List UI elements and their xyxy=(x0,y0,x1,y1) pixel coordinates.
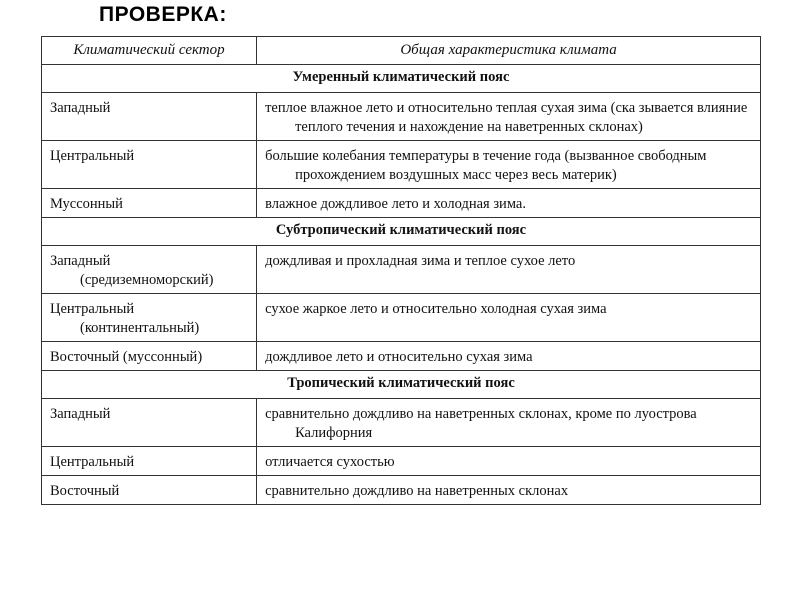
table-row xyxy=(42,476,761,505)
sector-cell xyxy=(42,399,257,447)
table-row xyxy=(42,141,761,189)
table-body xyxy=(42,65,761,505)
page-title: ПРОВЕРКА: xyxy=(99,3,227,26)
table-row xyxy=(42,399,761,447)
table-row xyxy=(42,447,761,476)
sector-cell xyxy=(42,93,257,141)
climate-description: отличается сухостью xyxy=(265,454,395,470)
belt-header-row xyxy=(42,371,761,399)
climate-description-cell xyxy=(257,476,761,505)
climate-description-cell xyxy=(257,447,761,476)
sector-subtitle: (континентальный) xyxy=(80,320,200,336)
climate-description-cell xyxy=(257,93,761,141)
belt-header-row xyxy=(42,218,761,246)
climate-description-cell xyxy=(257,399,761,447)
climate-description: сравнительно дождливо на наветренных склонах, кроме по луострова Калифорния xyxy=(265,406,697,441)
sector-name: Западный xyxy=(50,253,111,269)
sector-name: Центральный xyxy=(50,148,135,164)
climate-description: теплое влажное лето и относительно теплая сухая зима (ска зывается влияние теплого течения и нахождение на наветренных склонах) xyxy=(265,100,748,135)
column-header-characteristic: Общая характеристика климата xyxy=(257,37,761,65)
climate-description-cell xyxy=(257,189,761,218)
climate-description: влажное дождливое лето и холодная зима. xyxy=(265,196,526,212)
table-row xyxy=(42,294,761,342)
table-row xyxy=(42,342,761,371)
sector-name: Центральный xyxy=(50,301,135,317)
climate-description: сравнительно дождливо на наветренных склонах xyxy=(265,483,569,499)
climate-description-cell xyxy=(257,141,761,189)
sector-subtitle: (средиземноморский) xyxy=(80,272,214,288)
climate-description-cell xyxy=(257,246,761,294)
belt-title: Тропический климатический пояс xyxy=(42,371,761,399)
column-header-sector: Климатический сектор xyxy=(42,37,257,65)
climate-description-cell xyxy=(257,342,761,371)
table-row xyxy=(42,189,761,218)
table-header-row xyxy=(42,37,761,65)
climate-description: дождливая и прохладная зима и теплое сухое лето xyxy=(265,253,576,269)
sector-name: Восточный (муссонный) xyxy=(50,349,203,365)
table-row xyxy=(42,93,761,141)
climate-description: большие колебания температуры в течение года (вызванное свободным прохождением воздушных масс через весь материк) xyxy=(265,148,707,183)
sector-cell xyxy=(42,447,257,476)
sector-cell xyxy=(42,294,257,342)
climate-table xyxy=(41,36,761,505)
sector-cell xyxy=(42,476,257,505)
sector-cell xyxy=(42,342,257,371)
sector-cell xyxy=(42,246,257,294)
sector-cell xyxy=(42,189,257,218)
sector-name: Западный xyxy=(50,406,111,422)
belt-title: Субтропический климатический пояс xyxy=(42,218,761,246)
sector-name: Муссонный xyxy=(50,196,123,212)
belt-header-row xyxy=(42,65,761,93)
sector-name: Западный xyxy=(50,100,111,116)
climate-description: дождливое лето и относительно сухая зима xyxy=(265,349,533,365)
climate-description-cell xyxy=(257,294,761,342)
table-row xyxy=(42,246,761,294)
belt-title: Умеренный климатический пояс xyxy=(42,65,761,93)
sector-name: Восточный xyxy=(50,483,120,499)
sector-cell xyxy=(42,141,257,189)
sector-name: Центральный xyxy=(50,454,135,470)
climate-description: сухое жаркое лето и относительно холодная сухая зима xyxy=(265,301,607,317)
